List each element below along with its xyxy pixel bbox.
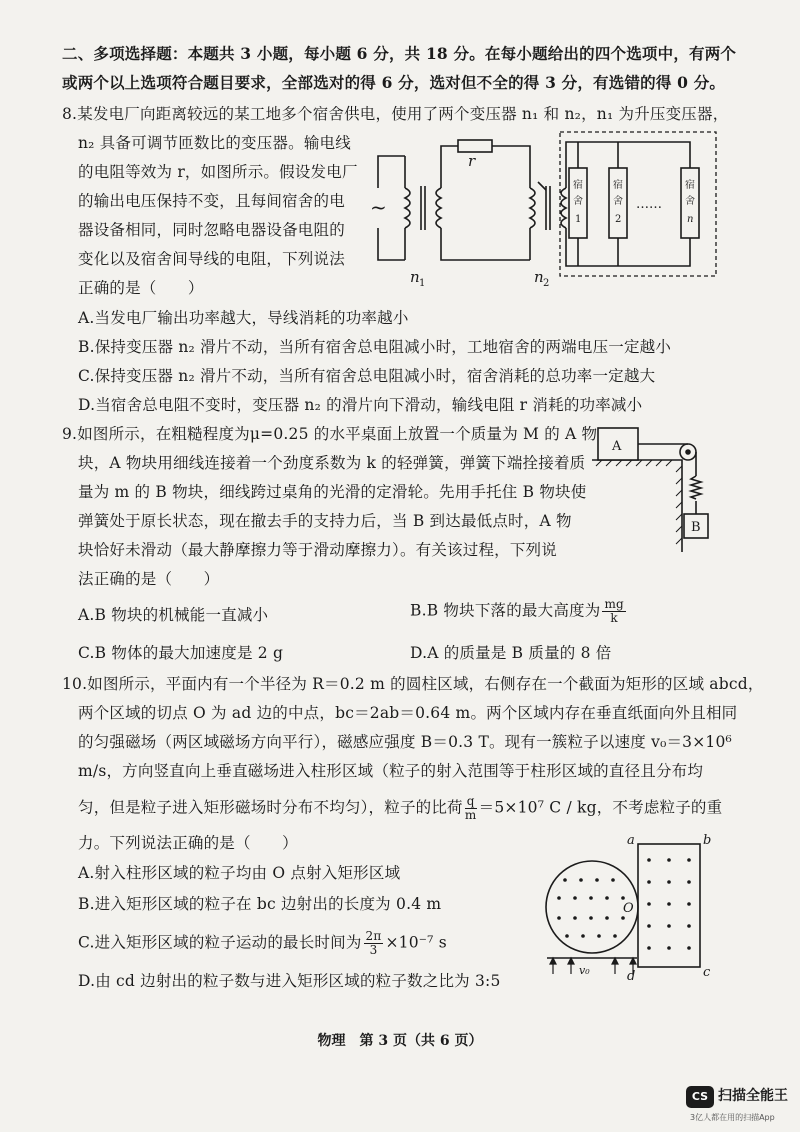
point-o-label: O [623,901,634,916]
q10-line5-text: 匀，但是粒子进入矩形磁场时分布不均匀），粒子的比荷 [78,798,463,817]
camscanner-watermark-tagline: 3亿人都在用的扫描App [690,1113,775,1122]
q9-option-d: D.A 的质量是 B 质量的 8 倍 [410,644,612,662]
fraction-numerator: q [466,794,475,808]
camscanner-watermark-name: 扫描全能王 [718,1088,788,1104]
q10-option-d: D.由 cd 边射出的粒子数与进入矩形区域的粒子数之比为 3:5 [78,972,501,990]
n2-label: n [534,268,544,286]
n2-subscript: 2 [543,278,550,289]
q10-option-c [78,930,447,957]
q9-stem-line: 弹簧处于原长状态，现在撤去手的支持力后，当 B 到达最低点时，A 物 [78,512,572,530]
q8-stem-line: 变化以及宿舍间导线的电阻，下列说法 [78,250,345,268]
corner-d-label: d [627,969,636,984]
q9-stem-line: 块恰好未滑动（最大静摩擦力等于滑动摩擦力）。有关该过程，下列说 [78,541,557,559]
n1-subscript: 1 [419,278,426,289]
charge-mass-ratio-fraction [465,795,477,822]
block-a-label: A [612,439,622,454]
dorm-2-char: 舍 [613,196,623,207]
q9-option-b-text: B.B 物块下落的最大高度为 [410,601,601,620]
q8-stem-line: 的电阻等效为 r，如图所示。假设发电厂 [78,163,358,181]
corner-a-label: a [627,833,635,848]
fraction-denominator: m [464,808,477,822]
q10-option-c-fraction [364,930,384,957]
q9-stem-line: 法正确的是（ ） [78,570,220,588]
dorm-n-char: 舍 [685,196,695,207]
q8-option-c: C.保持变压器 n₂ 滑片不动，当所有宿舍总电阻减小时，宿舍消耗的总功率一定越大 [78,367,656,385]
dorm-n-number: n [687,214,694,225]
q10-option-c-text: C.进入矩形区域的粒子运动的最长时间为 [78,933,362,952]
q10-option-b: B.进入矩形区域的粒子在 bc 边射出的长度为 0.4 m [78,895,442,913]
q10-stem-line: 两个区域的切点 O 为 ad 边的中点，bc＝2ab＝0.64 m。两个区域内存在垂直纸面向外且相同 [78,704,738,722]
velocity-label: v₀ [579,964,590,977]
page-footer: 物理 第 3 页（共 6 页） [317,1033,483,1049]
q10-stem-line: m/s，方向竖直向上垂直磁场进入柱形区域（粒子的射入范围等于柱形区域的直径且分布均 [78,762,704,780]
q9-stem-line: 块，A 物块用细线连接着一个劲度系数为 k 的轻弹簧，弹簧下端拴接着质 [78,454,586,472]
q8-stem-line: 器设备相同，同时忽略电器设备电阻的 [78,221,345,239]
dorm-1-number: 1 [575,214,582,225]
dorm-ellipsis: …… [636,197,662,212]
q9-option-b-fraction [602,598,625,625]
dorm-1-char: 舍 [573,196,583,207]
n1-label: n [410,268,420,286]
q8-stem-line: 的输出电压保持不变，且每间宿舍的电 [78,192,345,210]
q8-option-d: D.当宿舍总电阻不变时，变压器 n₂ 的滑片向下滑动，输线电阻 r 消耗的功率减小 [78,396,643,414]
q8-stem-line: n₂ 具备可调节匝数比的变压器。输电线 [78,134,351,152]
q10-line5-text: ＝5×10⁷ C / kg，不考虑粒子的重 [478,798,723,817]
q8-option-b: B.保持变压器 n₂ 滑片不动，当所有宿舍总电阻减小时，工地宿舍的两端电压一定越小 [78,338,672,356]
ac-source-symbol: ~ [370,195,387,219]
resistor-label: r [468,152,476,170]
q10-stem-line-5 [78,795,722,822]
q9-pulley-diagram [590,420,720,555]
dorm-n-char: 宿 [685,180,695,191]
q10-stem-line: 力。下列说法正确的是（ ） [78,834,298,852]
q9-option-c: C.B 物体的最大加速度是 2 g [78,644,284,662]
fraction-denominator: k [610,611,618,625]
fraction-numerator: mg [604,597,624,611]
dorm-2-number: 2 [615,214,622,225]
q8-stem-line: 8.某发电厂向距离较远的某工地多个宿舍供电，使用了两个变压器 n₁ 和 n₂，n₁ 为升压变压器， [62,105,729,123]
corner-c-label: c [703,965,711,980]
dorm-1-char: 宿 [573,180,583,191]
fraction-numerator: 2π [365,929,382,943]
section-heading-line-1: 二、多项选择题：本题共 3 小题，每小题 6 分，共 18 分。在每小题给出的四个选项中，有两个 [62,44,737,63]
q8-circuit-diagram [360,128,722,290]
corner-b-label: b [703,833,712,848]
q9-option-a: A.B 物块的机械能一直减小 [78,606,269,624]
q9-option-b [410,598,628,625]
q10-option-a: A.射入柱形区域的粒子均由 O 点射入矩形区域 [78,864,401,882]
q9-stem-line: 9.如图所示，在粗糙程度为μ=0.25 的水平桌面上放置一个质量为 M 的 A 物 [62,425,598,443]
block-b-label: B [691,520,701,535]
section-heading-line-2: 或两个以上选项符合题目要求，全部选对的得 6 分，选对但不全的得 3 分，有选错的得 0 分。 [62,73,726,92]
q10-magnetic-field-diagram [545,832,725,984]
q8-option-a: A.当发电厂输出功率越大，导线消耗的功率越小 [78,309,409,327]
dorm-2-char: 宿 [613,180,623,191]
camscanner-logo-icon: CS [686,1086,714,1108]
q10-stem-line: 的匀强磁场（两区域磁场方向平行），磁感应强度 B＝0.3 T。现有一簇粒子以速度 v₀＝3×10⁶ [78,733,732,751]
q8-stem-line: 正确的是（ ） [78,279,204,297]
fraction-denominator: 3 [369,943,378,957]
q10-option-c-text: ×10⁻⁷ s [385,933,447,952]
q9-stem-line: 量为 m 的 B 物块，细线跨过桌角的光滑的定滑轮。先用手托住 B 物块使 [78,483,587,501]
q10-stem-line: 10.如图所示，平面内有一个半径为 R＝0.2 m 的圆柱区域，右侧存在一个截面为矩形的区域 abcd， [62,675,764,693]
